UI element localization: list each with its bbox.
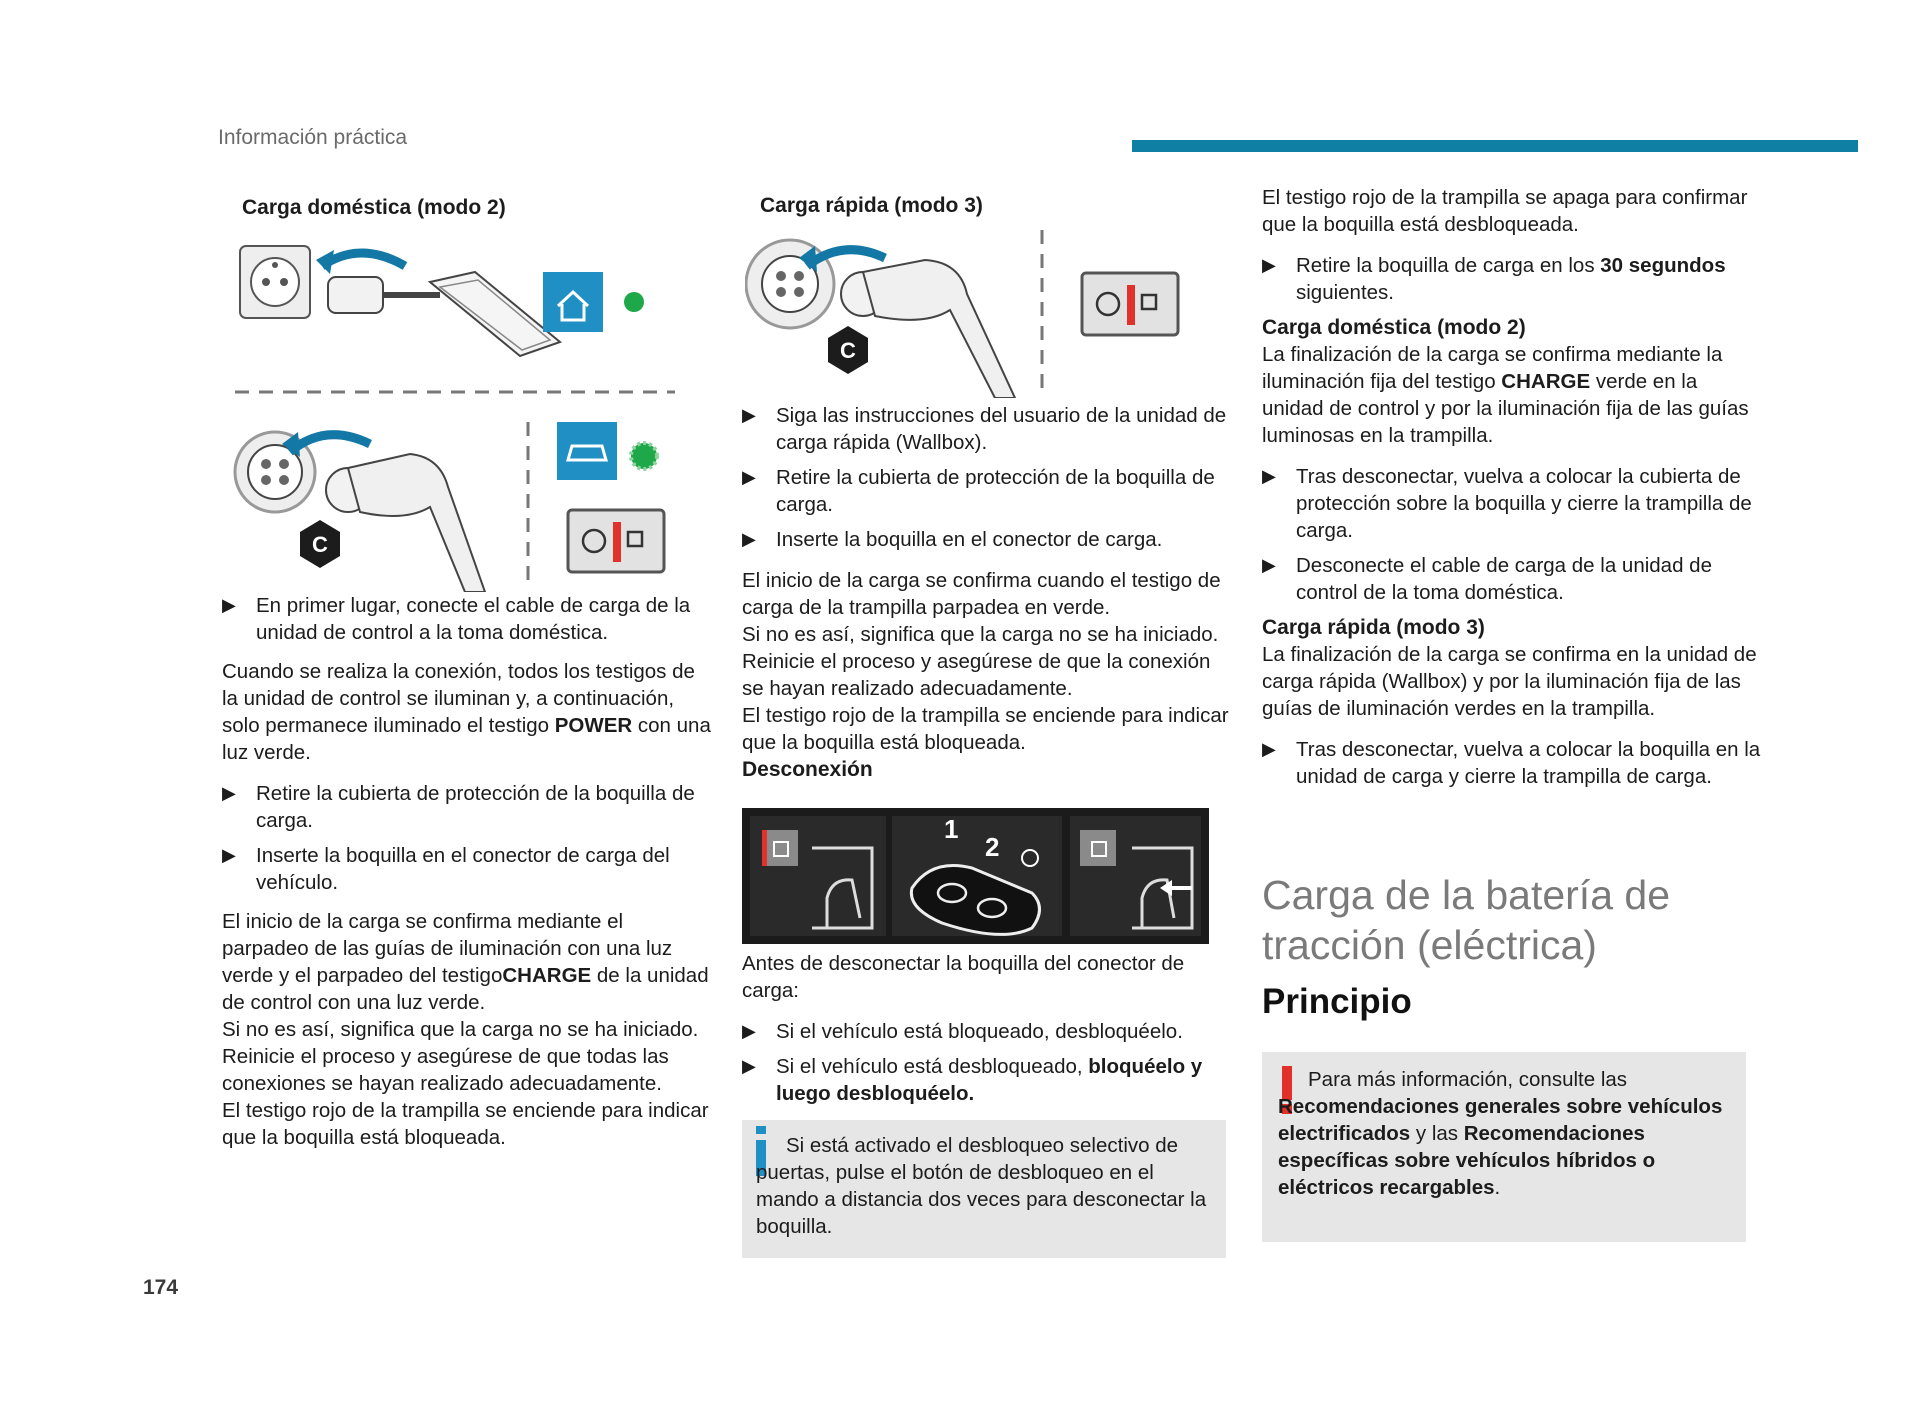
fast-charging-illustration	[745, 228, 1195, 398]
section-heading: Carga de la batería de tracción (eléctrica)	[1262, 872, 1670, 968]
type2-plug-icon	[841, 260, 1015, 398]
step-number-1: 1	[944, 814, 959, 844]
disconnection-illustration	[742, 808, 1209, 944]
paragraph: El inicio de la carga se confirma cuando el testigo de carga de la trampilla parpadea en verde.	[742, 569, 1221, 619]
paragraph: El testigo rojo de la trampilla se enciende para indicar que la boquilla está bloqueada.	[222, 1099, 709, 1149]
paragraph: Antes de desconectar la boquilla del conector de carga:	[742, 952, 1185, 1002]
subsection-heading: Principio	[1262, 982, 1412, 1021]
paragraph: La finalización de la carga se confirma mediante la iluminación fija del testigo CHARGE verde en la unidad de control y por la iluminación fija de las guías luminosas en la trampilla.	[1262, 343, 1749, 447]
list-item: ▶ Siga las instrucciones del usuario de la unidad de carga rápida (Wallbox).	[742, 404, 1227, 454]
power-led-icon	[624, 292, 644, 312]
domestic-charging-illustration	[230, 232, 710, 592]
list-item: ▶ Tras desconectar, vuelva a colocar la cubierta de protección sobre la boquilla y cierre la trampilla de carga.	[1262, 465, 1752, 542]
charge-led-icon	[631, 443, 657, 469]
heading-fast: Carga rápida (modo 3)	[760, 194, 983, 217]
info-note	[742, 1120, 1226, 1258]
info-note-text: Si está activado el desbloqueo selectivo de puertas, pulse el botón de desbloqueo en el mando a distancia dos veces para desconectar la boquilla.	[756, 1134, 1207, 1238]
column-2	[740, 192, 1220, 219]
lock-indicator-icon	[762, 830, 798, 866]
list-item: ▶ Inserte la boquilla en el conector de carga.	[742, 528, 1163, 551]
heading-domestic: Carga doméstica (modo 2)	[242, 196, 506, 219]
paragraph: Cuando se realiza la conexión, todos los testigos de la unidad de control se iluminan y, a continuación, solo permanece iluminado el testigo POWER con una luz verde.	[222, 660, 711, 764]
step-number-2: 2	[985, 832, 1000, 862]
insert-arrow-icon	[322, 253, 405, 266]
heading-disconnection: Desconexión	[742, 758, 873, 781]
column-1	[222, 194, 712, 221]
list-item: ▶ Retire la cubierta de protección de la boquilla de carga.	[742, 466, 1215, 516]
plug-icon	[328, 277, 440, 313]
paragraph: El testigo rojo de la trampilla se enciende para indicar que la boquilla está bloqueada.	[742, 704, 1229, 754]
section-title: Información práctica	[218, 126, 408, 149]
paragraph: El testigo rojo de la trampilla se apaga para confirmar que la boquilla está desbloqueada.	[1262, 186, 1748, 236]
list-item: ▶ Retire la boquilla de carga en los 30 segundos siguientes.	[1262, 254, 1726, 304]
wall-socket-icon	[240, 246, 310, 318]
column-2-text	[742, 402, 1232, 783]
column-3	[1262, 184, 1762, 798]
list-item: ▶ En primer lugar, conecte el cable de carga de la unidad de control a la toma doméstica.	[222, 594, 691, 644]
list-item: ▶ Si el vehículo está desbloqueado, bloquéelo y luego desbloquéelo.	[742, 1055, 1203, 1105]
type2-plug-icon	[326, 454, 485, 592]
paragraph: El inicio de la carga se confirma mediante el parpadeo de las guías de iluminación con una luz verde y el parpadeo del testigoCHARGE de la unidad de control con una luz verde.	[222, 910, 709, 1014]
page-number: 174	[143, 1276, 179, 1299]
badge-c-domestic: C	[312, 532, 328, 557]
paragraph: Si no es así, significa que la carga no se ha iniciado. Reinicie el proceso y asegúrese de que la conexión se hayan realizado adecuadamente.	[742, 623, 1219, 700]
warning-note	[1262, 1052, 1746, 1242]
paragraph: Si no es así, significa que la carga no se ha iniciado. Reinicie el proceso y asegúrese de que todas las conexiones se hayan realizado adecuadamente.	[222, 1018, 699, 1095]
heading-fast-end: Carga rápida (modo 3)	[1262, 616, 1485, 639]
header-accent-bar	[1132, 140, 1858, 152]
heading-domestic-end: Carga doméstica (modo 2)	[1262, 316, 1526, 339]
list-item: ▶ Inserte la boquilla en el conector de carga del vehículo.	[222, 844, 670, 894]
home-icon	[543, 272, 603, 332]
warning-note-text: Para más información, consulte las Recomendaciones generales sobre vehículos electrificados y las Recomendaciones específicas sobre vehículos híbridos o eléctricos recargables.	[1278, 1068, 1723, 1199]
paragraph: La finalización de la carga se confirma en la unidad de carga rápida (Wallbox) y por la iluminación fija de las guías de iluminación verdes en la trampilla.	[1262, 643, 1757, 720]
car-icon	[557, 422, 617, 480]
badge-c-fast: C	[840, 338, 856, 363]
list-item: ▶ Desconecte el cable de carga de la unidad de control de la toma doméstica.	[1262, 554, 1712, 604]
list-item: ▶ Si el vehículo está bloqueado, desbloquéelo.	[742, 1020, 1183, 1043]
list-item: ▶ Retire la cubierta de protección de la boquilla de carga.	[222, 782, 695, 832]
control-unit-icon	[430, 272, 560, 356]
column-2-text-lower	[742, 950, 1232, 1115]
unlock-indicator-icon	[1080, 830, 1116, 866]
column-1-text	[222, 592, 712, 1151]
list-item: ▶ Tras desconectar, vuelva a colocar la boquilla en la unidad de carga y cierre la trampilla de carga.	[1262, 738, 1761, 788]
